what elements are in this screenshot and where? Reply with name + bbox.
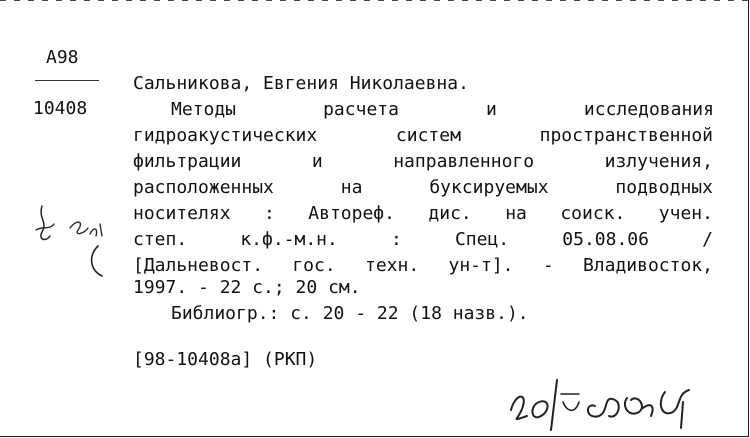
handwritten-mark-left [28, 200, 138, 290]
word: пространственной [539, 125, 713, 146]
title-line-2 [133, 123, 713, 149]
word: фильтрации [133, 151, 242, 172]
word: учен. [658, 203, 713, 224]
word: направленного [393, 151, 535, 172]
divider-rule [35, 80, 99, 81]
word: соиск. [560, 203, 626, 224]
word: степ. [133, 229, 188, 250]
handwritten-signature [505, 372, 700, 432]
word: : [263, 203, 275, 224]
word: на [340, 177, 363, 198]
bibliography-line [171, 301, 750, 327]
extent-line [133, 275, 713, 301]
word: гидроакустических [133, 125, 318, 146]
record-number-line [133, 347, 713, 373]
word: гос. [292, 255, 336, 276]
word: и [486, 99, 497, 120]
word: расположенных [133, 177, 274, 198]
word: исследования [583, 99, 714, 120]
extent-text: 1997. - 22 с.; 20 см. [133, 277, 361, 298]
word: буксируемых [429, 177, 549, 198]
word: и [311, 151, 323, 172]
inventory-number: 10408 [33, 98, 88, 119]
word: Автореф. [308, 203, 395, 224]
title-line-4 [133, 175, 713, 201]
word: излучения, [604, 151, 713, 172]
author-name: Сальникова, Евгения Николаевна. [133, 73, 469, 94]
bibliography-text: Библиогр.: с. 20 - 22 (18 назв.). [171, 303, 529, 324]
word: Владивосток, [582, 255, 713, 276]
word: систем [395, 125, 461, 146]
degree-line [133, 227, 713, 253]
word: расчета [323, 99, 399, 120]
title-line-1 [171, 97, 714, 123]
word: на [505, 203, 527, 224]
title-line-5 [133, 201, 713, 227]
word: подводных [615, 177, 713, 198]
word: дис. [428, 203, 472, 224]
author-line [133, 71, 713, 97]
word: Методы [171, 99, 237, 120]
word: носителях [133, 203, 231, 224]
record-number-text: [98-10408а] (РКП) [133, 349, 318, 370]
word: 05.08.06 [562, 229, 649, 250]
title-line-3 [133, 149, 713, 175]
word: Спец. [454, 229, 510, 250]
word: ун-т]. [448, 255, 514, 276]
word: - [542, 255, 554, 276]
word: / [702, 229, 713, 250]
word: к.ф.-м.н. [240, 229, 338, 250]
word: : [390, 229, 402, 250]
call-number: А98 [46, 47, 79, 68]
word: [Дальневост. [133, 255, 264, 276]
word: техн. [365, 255, 420, 276]
